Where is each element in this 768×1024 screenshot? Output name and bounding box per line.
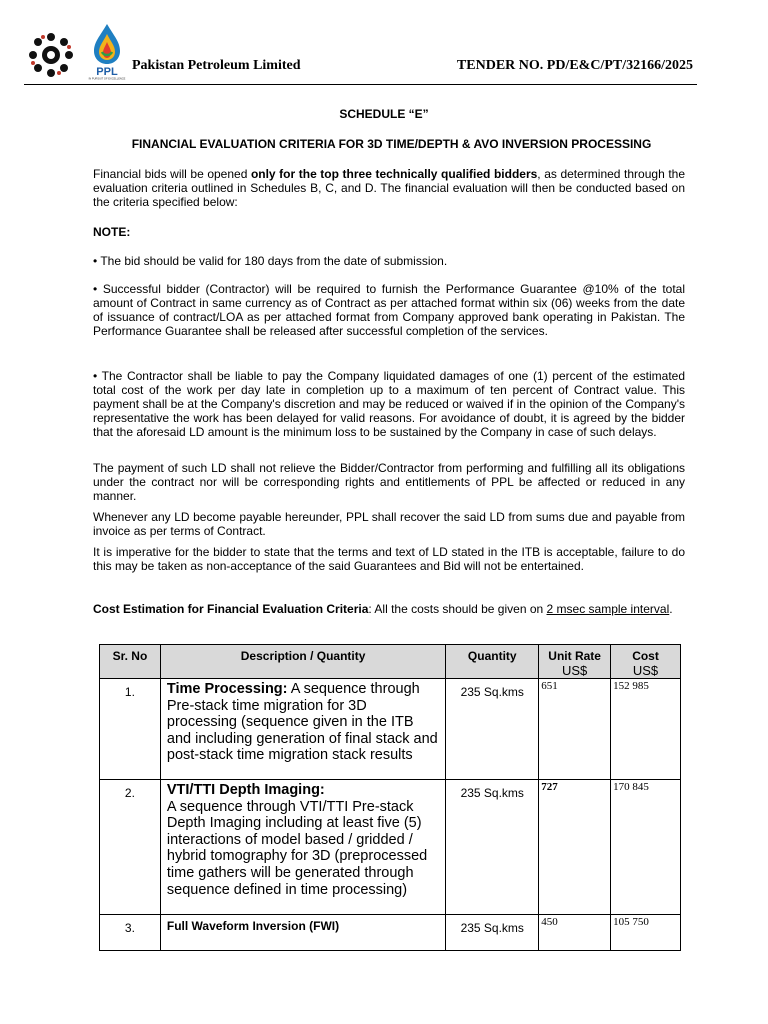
- header-cost: Cost US$: [611, 645, 681, 679]
- row-description: Time Processing: A sequence through Pre-stack time migration for 3D processing (sequence given in the ITB and including generation of final stack and post-stack time migration stack results: [160, 679, 445, 780]
- svg-text:PPL: PPL: [96, 66, 118, 78]
- table-row: [100, 915, 681, 951]
- criteria-title: FINANCIAL EVALUATION CRITERIA FOR 3D TIME/DEPTH & AVO INVERSION PROCESSING: [131, 137, 652, 151]
- row-quantity: 235 Sq.kms: [446, 780, 539, 915]
- row-description: VTI/TTI Depth Imaging: A sequence through VTI/TTI Pre-stack Depth Imaging including at least five (5) interactions of model based / gridded / hybrid tomography for 3D (preprocessed time gathers will be generated through sequence defined in time processing): [160, 780, 445, 915]
- tender-number: TENDER NO. PD/E&C/PT/32166/2025: [456, 58, 693, 73]
- row-unit-rate: 651: [539, 679, 611, 780]
- row-cost: 105 750: [611, 915, 681, 951]
- row-cost: 152 985: [611, 679, 681, 780]
- header-sr-no: Sr. No: [100, 645, 161, 679]
- svg-text:IN PURSUIT OF EXCELLENCE: IN PURSUIT OF EXCELLENCE: [88, 77, 126, 80]
- note-ld-obligations: The payment of such LD shall not relieve the Bidder/Contractor from performing and fulfilling all its obligations under the contract nor will be corresponding rights and entitlements of PPL be affected or reduced in any manner.: [93, 461, 685, 503]
- row-cost: 170 845: [611, 780, 681, 915]
- note-performance-guarantee: • Successful bidder (Contractor) will be required to furnish the Performance Guarantee @10% of the total amount of Contract in same currency as of Contract as per attached format within six (06) weeks from the date of issuance of contract/LOA as per attached format from Company approved bank operating in Pakistan. The Performance Guarantee shall be released after successful completion of the services.: [93, 282, 685, 338]
- intro-paragraph: Financial bids will be opened only for the top three technically qualified bidders, as determined through the evaluation criteria outlined in Schedules B, C, and D. The financial evaluation will then be conducted based on the criteria specified below:: [93, 167, 685, 209]
- table-header-row: [100, 645, 681, 679]
- note-ld-acceptance: It is imperative for the bidder to state that the terms and text of LD stated in the ITB is acceptable, failure to do this may be taken as non-acceptance of the said Guarantees and Bid will not be entertained.: [93, 545, 685, 573]
- note-validity: • The bid should be valid for 180 days from the date of submission.: [93, 254, 448, 268]
- note-label: NOTE:: [93, 225, 131, 239]
- cost-table: [99, 644, 681, 951]
- row-quantity: 235 Sq.kms: [446, 915, 539, 951]
- schedule-title: SCHEDULE “E”: [339, 107, 429, 121]
- row-sr: 3.: [100, 915, 161, 951]
- cost-estimation-text: Cost Estimation for Financial Evaluation Criteria: All the costs should be given on 2 msec sample interval.: [93, 602, 673, 616]
- note-ld-recovery: Whenever any LD become payable hereunder, PPL shall recover the said LD from sums due and payable from invoice as per terms of Contract.: [93, 510, 685, 538]
- header-quantity: Quantity: [446, 645, 539, 679]
- company-name: Pakistan Petroleum Limited: [132, 58, 301, 73]
- ppl-logo-icon: [84, 22, 130, 80]
- header-unit-rate: Unit Rate US$: [539, 645, 611, 679]
- row-unit-rate: 450: [539, 915, 611, 951]
- row-description: Full Waveform Inversion (FWI): [160, 915, 445, 951]
- row-sr: 2.: [100, 780, 161, 915]
- header-description: Description / Quantity: [160, 645, 445, 679]
- row-unit-rate: 727: [539, 780, 611, 915]
- note-liquidated-damages: • The Contractor shall be liable to pay the Company liquidated damages of one (1) percent of the estimated total cost of the work per day late in completion up to a maximum of ten percent of Contract value. This payment shall be at the Company's discretion and may be reduced or waived if in the opinion of the Company's representative the work has been delayed for valid reasons. For avoidance of doubt, it is agreed by the bidder that the aforesaid LD amount is the minimum loss to be sustained by the Company in case of such delays.: [93, 369, 685, 439]
- page-header: [24, 22, 697, 85]
- row-sr: 1.: [100, 679, 161, 780]
- table-row: [100, 679, 681, 780]
- ppl-emblem-icon: [26, 32, 76, 78]
- row-quantity: 235 Sq.kms: [446, 679, 539, 780]
- table-row: [100, 780, 681, 915]
